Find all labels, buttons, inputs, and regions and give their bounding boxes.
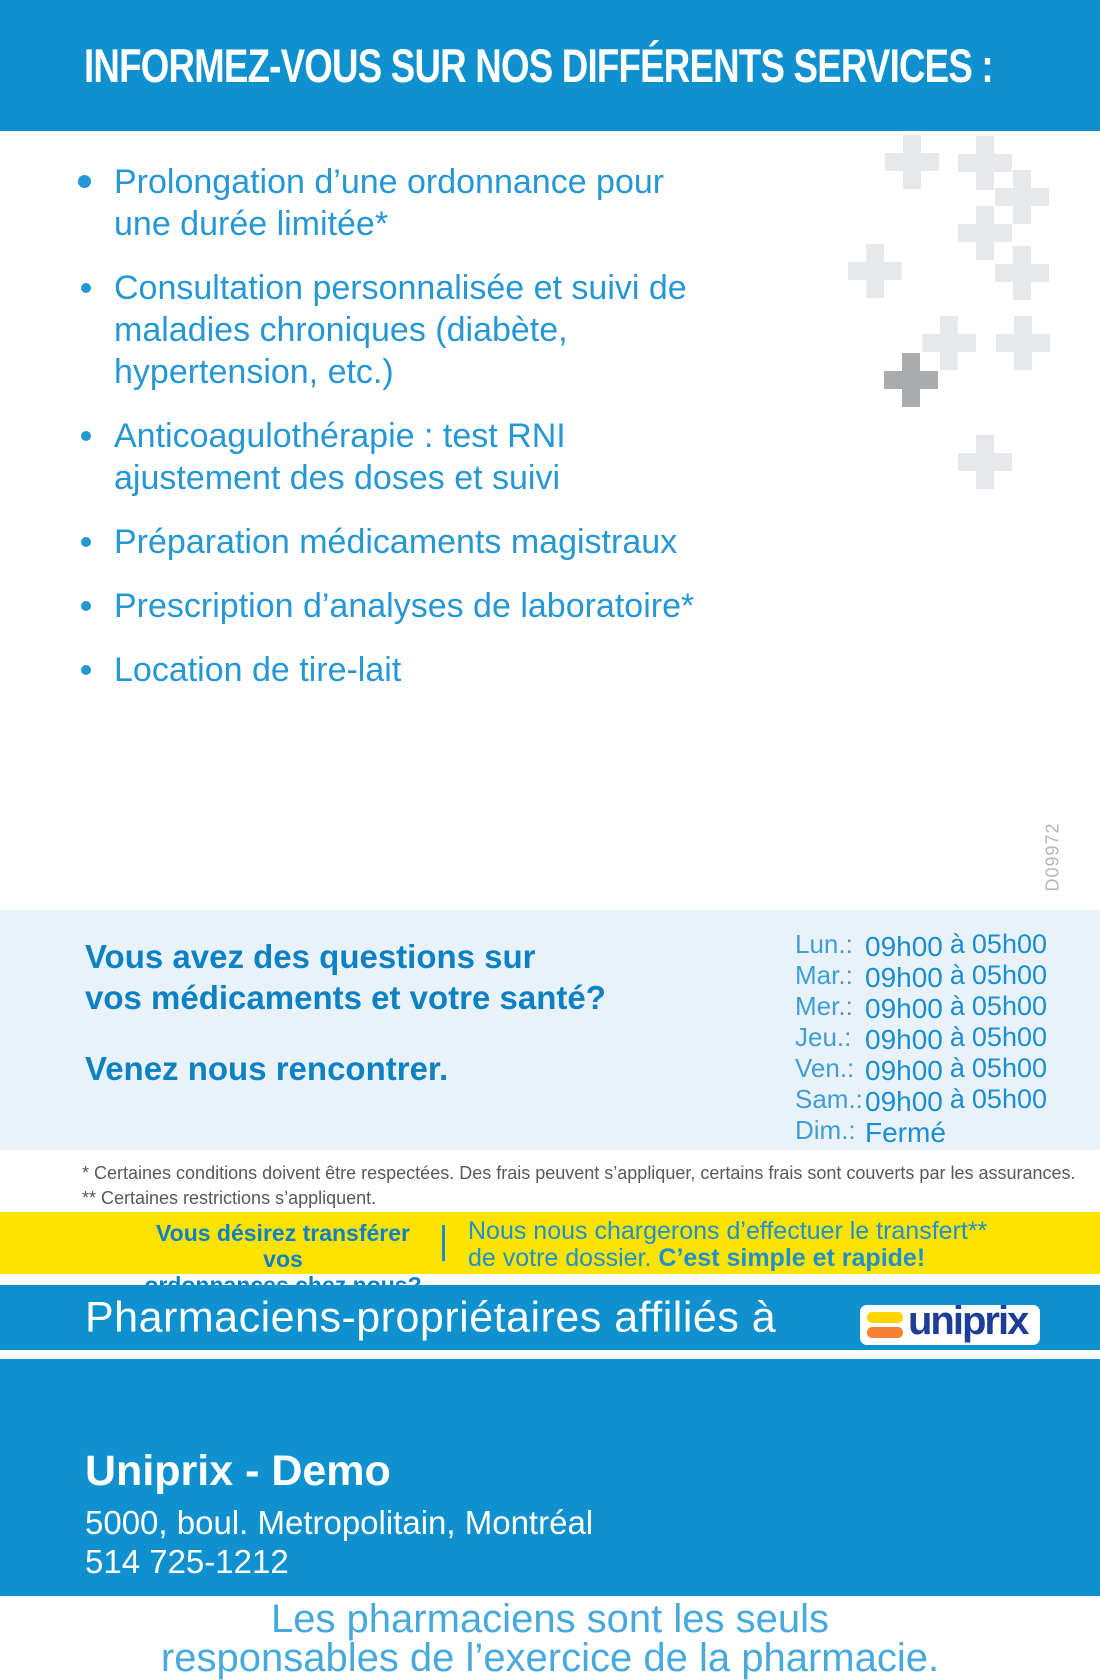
store-info-band [0, 1359, 1100, 1596]
service-item-anticoagulotherapie [78, 415, 1100, 499]
service-item-location [78, 649, 1100, 691]
hours-row [795, 1083, 1047, 1117]
service-line: maladies chroniques (diabète, [114, 311, 568, 349]
meet-us-text: Venez nous rencontrer. [85, 1050, 449, 1087]
service-line: Préparation médicaments magistraux [114, 523, 678, 561]
disclaimer-line: Les pharmaciens sont les seuls [270, 1597, 830, 1641]
hours-open: 09h00 [865, 931, 943, 962]
transfer-question-line: Vous désirez transférer vos [156, 1220, 410, 1272]
questions-line: Vous avez des questions sur [85, 938, 536, 975]
hours-open: 09h00 [865, 962, 943, 993]
store-address: 5000, boul. Metropolitain, Montréal [85, 1504, 594, 1541]
store-name: Uniprix - Demo [85, 1447, 391, 1495]
service-line: hypertension, etc.) [114, 353, 394, 391]
service-line: Prolongation d’une ordonnance pour [114, 163, 665, 201]
header-band [0, 0, 1100, 131]
service-item-consultation [78, 267, 1100, 393]
service-line: Prescription d’analyses de laboratoire* [114, 587, 695, 625]
hours-separator: à [949, 991, 965, 1021]
disclaimer-line: responsables de l’exercice de la pharmacie. [160, 1636, 940, 1680]
hours-day: Jeu.: [795, 1022, 852, 1052]
hours-separator: à [949, 929, 965, 959]
service-line: ajustement des doses et suivi [114, 459, 561, 497]
transfer-answer-regular: de votre dossier. [468, 1244, 659, 1272]
hours-day: Mar.: [795, 960, 853, 990]
uniprix-logo [860, 1299, 1040, 1345]
logo-bars-icon [867, 1312, 903, 1342]
hours-close: 05h00 [971, 991, 1047, 1021]
hours-separator: à [949, 1053, 965, 1083]
vertical-divider [442, 1225, 445, 1261]
footnotes [0, 1150, 1100, 1212]
transfer-answer-bold: C’est simple et rapide! [658, 1244, 926, 1272]
service-item-prolongation [78, 161, 1100, 245]
hours-separator: à [949, 1084, 965, 1114]
hours-open: 09h00 [865, 1086, 943, 1117]
services-section [0, 131, 1100, 910]
hours-open: 09h00 [865, 993, 943, 1024]
hours-close: 05h00 [971, 1022, 1047, 1052]
hours-row [795, 959, 1047, 993]
hours-day: Dim.: [795, 1115, 856, 1145]
hours-day: Sam.: [795, 1084, 863, 1114]
hours-day: Mer.: [795, 991, 853, 1021]
hours-separator: à [949, 960, 965, 990]
transfer-banner [0, 1212, 1100, 1274]
transfer-answer-line [468, 1245, 987, 1272]
questions-line: vos médicaments et votre santé? [85, 979, 606, 1016]
transfer-answer-line: Nous nous chargerons d’effectuer le transfert** [468, 1217, 988, 1245]
hours-close: 05h00 [971, 1053, 1047, 1083]
service-list [0, 131, 1100, 691]
logo-bar-yellow-icon [867, 1312, 903, 1323]
hours-open: 09h00 [865, 1024, 943, 1055]
hours-separator: à [949, 1022, 965, 1052]
hours-open: Fermé [865, 1117, 946, 1148]
service-line: Anticoagulothérapie : test RNI [114, 417, 566, 455]
hours-open: 09h00 [865, 1055, 943, 1086]
hours-row [795, 990, 1047, 1024]
transfer-answer [468, 1218, 987, 1272]
hours-close: 05h00 [971, 1084, 1047, 1114]
hours-row [795, 1052, 1047, 1086]
hours-table [795, 928, 1047, 1148]
hours-close: 05h00 [971, 960, 1047, 990]
affiliation-text: Pharmaciens-propriétaires affiliés à [85, 1293, 777, 1341]
store-phone: 514 725-1212 [85, 1543, 289, 1580]
footnote-line: ** Certaines restrictions s’appliquent. [82, 1188, 377, 1208]
footnote-line: * Certaines conditions doivent être respectées. Des frais peuvent s’appliquer, certains frais sont couverts par les assurances. [82, 1163, 1076, 1183]
hours-close: 05h00 [971, 929, 1047, 959]
hours-row [795, 1114, 1047, 1148]
legal-disclaimer [0, 1597, 1100, 1680]
hours-row [795, 928, 1047, 962]
hours-day: Ven.: [795, 1053, 855, 1083]
uniprix-wordmark: uniprix [908, 1299, 1028, 1343]
service-line: Consultation personnalisée et suivi de [114, 269, 687, 307]
hours-day: Lun.: [795, 929, 853, 959]
service-item-preparation [78, 521, 1100, 563]
service-item-prescription [78, 585, 1100, 627]
affiliation-band [0, 1285, 1100, 1350]
hours-row [795, 1021, 1047, 1055]
service-line: une durée limitée* [114, 205, 389, 243]
questions-panel [0, 910, 1100, 1150]
doc-code: D09972 [1042, 822, 1063, 892]
logo-bar-orange-icon [867, 1327, 903, 1338]
service-line: Location de tire-lait [114, 651, 402, 689]
questions-heading [85, 936, 606, 1018]
page-title: INFORMEZ-VOUS SUR NOS DIFFÉRENTS SERVICES : [84, 39, 993, 92]
